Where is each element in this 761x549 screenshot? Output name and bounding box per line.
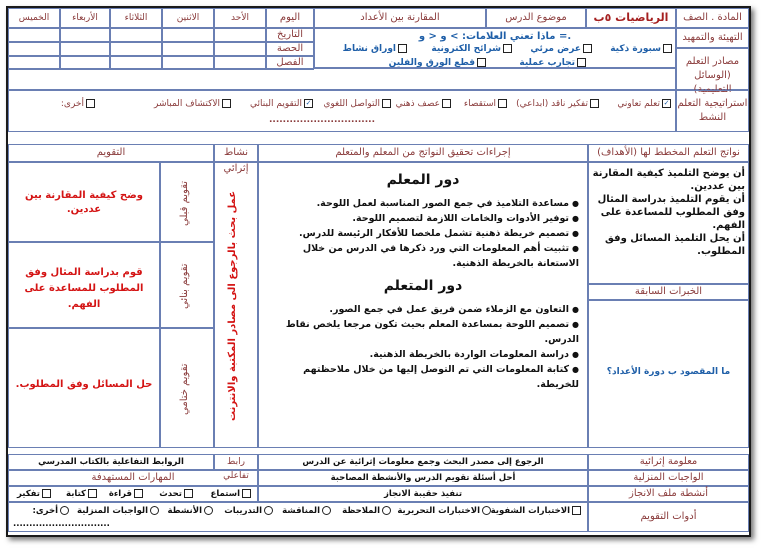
procedures-body [258, 162, 588, 448]
skill-item[interactable]: كتابة [66, 489, 97, 499]
skill-item[interactable]: تحدث [159, 489, 193, 499]
prior-question: ما المقصود ب دورة الأعداد؟ [588, 300, 749, 448]
resources-checkboxes [268, 44, 672, 88]
learner-role-item: ● تصميم اللوحة بمساعدة المعلم بحيث تكون مرجعا يلخص نقاط الدرس. [267, 317, 579, 347]
day-thu: الخميس [8, 8, 60, 28]
assessment-text: قوم بدراسة المثال وفق المطلوب للمساعدة على الفهم. [8, 242, 160, 328]
tool-item[interactable]: الملاحظة [342, 506, 391, 516]
tool-item[interactable]: أخرى: [32, 506, 69, 516]
resource-item[interactable]: سبورة ذكية [610, 44, 672, 54]
day-mon: الاثنين [162, 8, 214, 28]
skill-item[interactable]: تفكير [17, 489, 51, 499]
enrichment-activity-text: عمل بحث بالرجوع الى مصادر المكتبة والانترنت [227, 190, 238, 422]
teacher-role-item: ● تثبيت أهم المعلومات التي ورد ذكرها في الدرس من خلال الاستعانة بالخريطة الذهنية. [267, 241, 579, 271]
resources-label: مصادر التعلم (الوسائل التعليمية) [676, 48, 749, 90]
assessment-type-cell [160, 242, 214, 328]
outcome-item: أن يحل التلميذ المسائل وفق المطلوب. [605, 233, 745, 257]
assessment-text: حل المسائل وفق المطلوب. [8, 328, 160, 448]
procedures-header: إجراءات تحقيق النواتج من المعلم والمتعلم [258, 144, 588, 162]
learner-role-item: ● دراسة المعلومات الواردة بالخريطة الذهنية. [267, 347, 579, 362]
tools-other-line[interactable]: .............................. [13, 519, 110, 529]
interactive-link-label: رابط تفاعلي [214, 454, 258, 470]
assessment-type-label: تقويم ختامي [179, 363, 190, 415]
skill-item[interactable]: قراءة [109, 489, 143, 499]
grid-cell[interactable] [8, 42, 60, 56]
teacher-role-item: ● مساعدة التلاميذ في جمع الصور المناسبة لعمل اللوحة. [267, 196, 579, 211]
learner-role-item: ● التعاون مع الزملاء ضمن فريق عمل في جمع الصور. [267, 302, 579, 317]
grid-cell[interactable] [162, 28, 214, 42]
strategy-item[interactable]: عصف ذهني [396, 99, 451, 109]
grid-cell[interactable] [60, 28, 110, 42]
resource-item[interactable]: قطع الورق والفلين [389, 58, 486, 68]
outcome-item: أن يقوم التلميذ بدراسة المثال وفق المطلوب للمساعدة على الفهم. [597, 194, 745, 231]
row-date-label: التاريخ [266, 28, 314, 42]
grid-cell[interactable] [214, 28, 266, 42]
strategy-item[interactable]: استقصاء [464, 99, 507, 109]
strategies-other-line[interactable]: ............................... [269, 115, 375, 125]
assessment-type-label: تقويم قبلي [179, 180, 190, 226]
assessment-type-cell [160, 162, 214, 242]
enrichment-activity-cell [214, 162, 258, 448]
activity-header: نشاط إثرائي [214, 144, 258, 162]
enrichment-info-label: معلومة إثرائية [588, 454, 749, 470]
tool-item[interactable]: المناقشة [282, 506, 331, 516]
topic-label: موضوع الدرس [486, 8, 586, 28]
strategy-item[interactable]: أخرى: [61, 99, 95, 109]
day-tue: الثلاثاء [110, 8, 162, 28]
tool-item[interactable]: الاختبارات التحريرية [397, 506, 491, 516]
strategy-item[interactable]: الاكتشاف المباشر [154, 99, 231, 109]
grid-cell[interactable] [162, 42, 214, 56]
subject-label: المادة . الصف [676, 8, 749, 28]
assessment-text: وضح كيفية المقارنة بين عددين. [8, 162, 160, 242]
outcomes-header: نواتج التعلم المخطط لها (الأهداف) [588, 144, 749, 162]
skill-item[interactable]: استماع [211, 489, 251, 499]
tool-item[interactable]: الاختبارات الشفوية [491, 506, 581, 516]
teacher-role-title: دور المعلم [386, 172, 460, 188]
learner-role-title: دور المتعلم [383, 278, 463, 294]
strategies-area [8, 90, 676, 132]
tools-list [8, 502, 588, 532]
homework-value: أحل أسئلة تقويم الدرس والأنشطة المصاحبة [258, 470, 588, 486]
outcome-item: أن يوضح التلميذ كيفية المقارنة بين عددين. [592, 168, 745, 192]
homework-label: الواجبات المنزلية [588, 470, 749, 486]
grid-cell[interactable] [60, 42, 110, 56]
resource-item[interactable]: شرائح الكترونية [431, 44, 512, 54]
enrichment-info-value: الرجوع إلى مصدر البحث وجمع معلومات إثرائية عن الدرس [258, 454, 588, 470]
strategy-item[interactable]: تفكير ناقد (ابداعي) [516, 99, 599, 109]
tool-item[interactable]: الواجبات المنزلية [77, 506, 159, 516]
tool-item[interactable]: الأنشطة [167, 506, 213, 516]
strategy-item[interactable]: التواصل اللغوي [323, 99, 391, 109]
assessment-type-label: تقويم بنائي [179, 263, 190, 309]
strategies-label: استراتيجية التعلم النشط [676, 90, 749, 132]
day-label: اليوم [266, 8, 314, 28]
subject-value: الرياضيات ٥ب [586, 8, 676, 28]
row-period-label: الحصة [266, 42, 314, 56]
skills-label: المهارات المستهدفة [8, 470, 258, 486]
teacher-role-item: ● توفير الأدوات والخامات اللازمة لتصميم اللوحة. [267, 211, 579, 226]
topic-value: المقارنة بين الأعداد [314, 8, 486, 28]
portfolio-value: تنفيذ حقيبة الانجاز [258, 486, 588, 502]
resource-item[interactable]: اوراق نشاط [343, 44, 407, 54]
tools-label: أدوات التقويم [588, 502, 749, 532]
resource-item[interactable]: عرض مرئي [530, 44, 592, 54]
prep-value: ماذا تعني العلامات: > و < و =. [314, 28, 676, 68]
tool-item[interactable]: التدريبات [224, 506, 273, 516]
grid-cell[interactable] [110, 42, 162, 56]
assessment-type-cell [160, 328, 214, 448]
lesson-plan-sheet [6, 6, 751, 537]
day-wed: الأربعاء [60, 8, 110, 28]
strategy-item[interactable]: ✓تعلم تعاوني [617, 99, 670, 109]
teacher-role-item: ● تصميم خريطة ذهنية تشمل ملخصا للأفكار الرئيسة للدرس. [267, 226, 579, 241]
learner-role-item: ● كتابة المعلومات التي تم التوصل إليها من خلال ملاحظتهم للخريطة. [267, 362, 579, 392]
interactive-link-value[interactable]: الروابط التفاعلية بالكتاب المدرسي [8, 454, 214, 470]
prior-label: الخبرات السابقة [588, 284, 749, 300]
skills-list [8, 486, 258, 502]
row-class-label: الفصل [266, 56, 314, 70]
day-sun: الأحد [214, 8, 266, 28]
resource-item[interactable]: تجارب عملية [519, 58, 586, 68]
outcomes-list [588, 162, 749, 284]
prep-label: التهيئة والتمهيد [676, 28, 749, 48]
grid-cell[interactable] [214, 42, 266, 56]
portfolio-label: أنشطة ملف الانجاز [588, 486, 749, 502]
grid-cell[interactable] [8, 28, 60, 42]
assessment-header: التقويم [8, 144, 214, 162]
strategy-item[interactable]: ✓التقويم البنائي [250, 99, 312, 109]
grid-cell[interactable] [110, 28, 162, 42]
